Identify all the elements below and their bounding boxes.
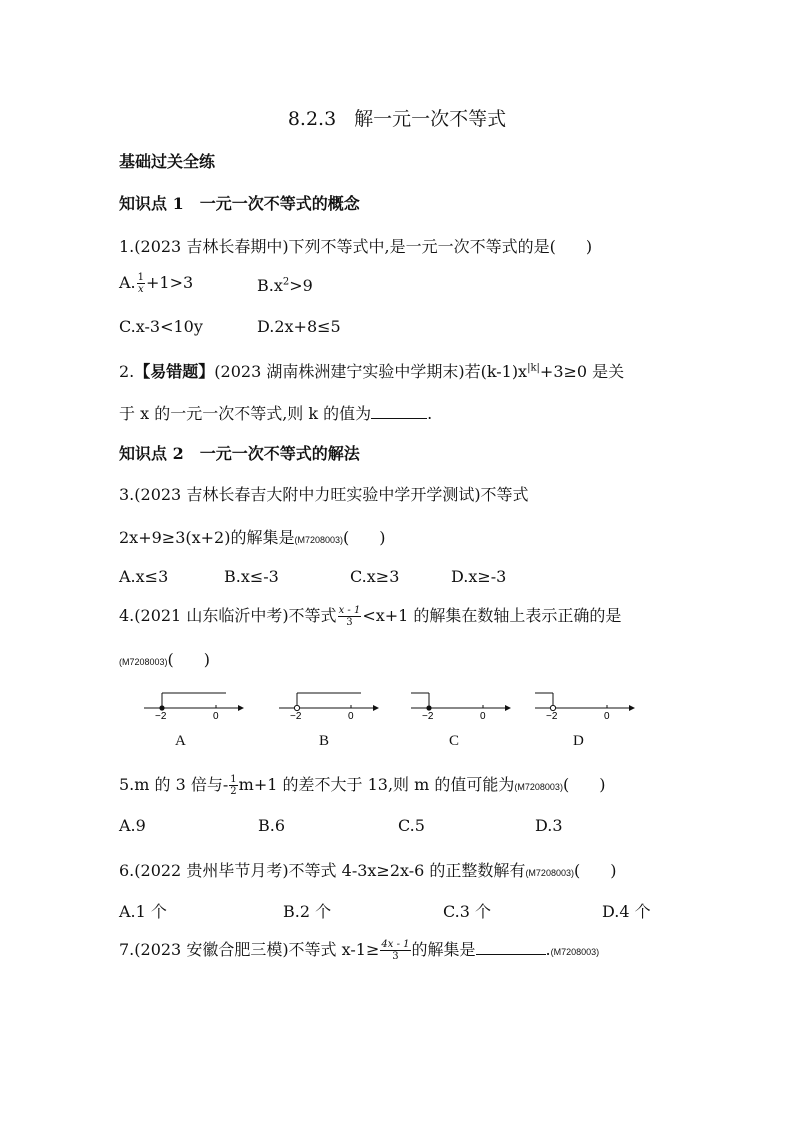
question-5: 5.m 的 3 倍与- $\frac{1}{2}$ m+1 的差不大于 13,则 m 的值可能为(M7208003)( ) (119, 774, 606, 797)
q6-option-d: D.4 个 (602, 902, 651, 921)
solid-point (426, 705, 431, 710)
title-text: 解一元一次不等式 (354, 108, 507, 130)
q1-option-d: D.2x+8≤5 (257, 317, 341, 336)
q6-option-c: C.3 个 (443, 902, 492, 921)
q1-option-a: A. $\frac{1}{x}$ +1>3 (119, 272, 194, 295)
question-6: 6.(2022 贵州毕节月考)不等式 4-3x≥2x-6 的正整数解有(M7208003)( ) (119, 861, 617, 880)
svg-text:−2: −2 (546, 711, 558, 720)
number-line-d (531, 686, 635, 720)
q5-option-d: D.3 (535, 816, 563, 835)
q3-option-a: A.x≤3 (119, 567, 169, 586)
number-line-label-a: A (175, 733, 186, 749)
tricky-question-tag: 【易错题】 (134, 362, 215, 381)
q3-option-b: B.x≤-3 (224, 567, 279, 586)
question-3-line-1: 3.(2023 吉林长春吉大附中力旺实验中学开学测试)不等式 (119, 485, 529, 504)
knowledge-point-2: 知识点 2 一元一次不等式的解法 (119, 444, 360, 463)
question-4-line-1: 4.(2021 山东临沂中考)不等式 $\frac{x - 1}{3}$ <x+1 的解集在数轴上表示正确的是 (119, 605, 622, 628)
q6-option-a: A.1 个 (119, 902, 167, 921)
question-1-stem: 1.(2023 吉林长春期中)下列不等式中,是一元一次不等式的是( ) (119, 237, 593, 256)
svg-text:−2: −2 (422, 711, 434, 720)
number-line-a (140, 686, 244, 720)
svg-text:0: 0 (348, 711, 354, 720)
number-line-c (407, 686, 511, 720)
q5-option-a: A.9 (119, 816, 146, 835)
page-title (0, 104, 794, 131)
number-line-label-d: D (573, 733, 584, 749)
q5-option-b: B.6 (258, 816, 286, 835)
question-7: 7.(2023 安徽合肥三模)不等式 x-1≥ $\frac{4x - 1}{3}$ 的解集是 .(M7208003) (119, 939, 600, 962)
q1-option-c: C.x-3<10y (119, 317, 203, 336)
knowledge-point-1: 知识点 1 一元一次不等式的概念 (119, 194, 360, 213)
question-3-line-2: 2x+9≥3(x+2)的解集是(M7208003)( ) (119, 528, 386, 547)
question-2-line-2: 于 x 的一元一次不等式,则 k 的值为 . (119, 404, 433, 423)
q3-option-d: D.x≥-3 (451, 567, 507, 586)
q3-option-c: C.x≥3 (350, 567, 400, 586)
question-2-line-1: 2.【易错题】(2023 湖南株洲建宁实验中学期末)若$(k-1)x^{|k|}+3\ge 0$ 是关 (119, 362, 625, 381)
number-line-label-c: C (449, 733, 460, 749)
number-line-b (275, 686, 379, 720)
q6-option-b: B.2 个 (283, 902, 332, 921)
hollow-point (550, 705, 555, 710)
svg-text:−2: −2 (155, 711, 167, 720)
answer-blank-q7[interactable] (476, 940, 546, 955)
question-4-line-2: (M7208003)( ) (119, 650, 211, 669)
q1-option-b: $B.x^2>9$ (257, 276, 313, 295)
answer-blank-q2[interactable] (371, 404, 427, 419)
q5-option-c: C.5 (398, 816, 425, 835)
svg-text:0: 0 (604, 711, 610, 720)
svg-text:0: 0 (480, 711, 486, 720)
section-heading: 基础过关全练 (119, 152, 216, 171)
hollow-point (294, 705, 299, 710)
title-number: 8.2.3 (287, 108, 337, 130)
svg-text:0: 0 (213, 711, 219, 720)
solid-point (159, 705, 164, 710)
svg-text:−2: −2 (290, 711, 302, 720)
number-line-label-b: B (319, 733, 330, 749)
